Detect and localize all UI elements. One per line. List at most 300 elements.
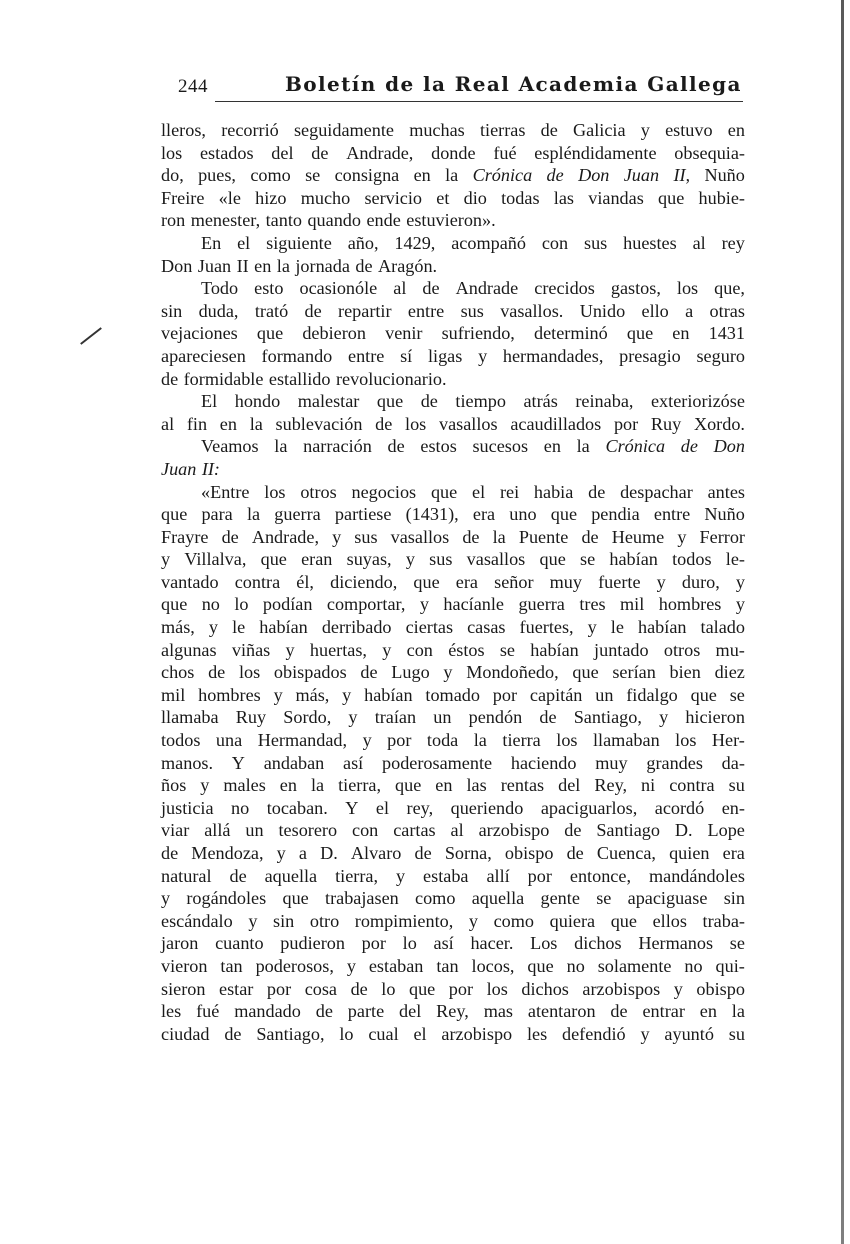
- word: y: [405, 549, 415, 570]
- word: talado: [700, 617, 745, 638]
- word: de: [229, 865, 247, 886]
- text-line: [161, 1023, 745, 1046]
- word: despachar: [620, 481, 693, 502]
- word: apareciesen: [161, 345, 246, 366]
- word: Rey,: [594, 775, 628, 796]
- word: entrar: [642, 1001, 685, 1022]
- word: en: [727, 120, 745, 140]
- word: revolucionario.: [335, 368, 447, 389]
- word: todas: [501, 187, 540, 208]
- word: escándalo: [161, 910, 233, 931]
- word: venir: [385, 323, 423, 344]
- word: «le: [218, 187, 241, 208]
- word: menester,: [190, 210, 261, 231]
- word: por: [613, 413, 639, 434]
- word: que: [282, 888, 309, 909]
- word: cartas: [393, 820, 436, 841]
- word: Freire: [161, 187, 205, 208]
- word: por: [361, 933, 386, 954]
- word: su: [728, 1023, 745, 1044]
- word: habían: [364, 684, 413, 705]
- word: aquella: [264, 865, 318, 886]
- word: un: [245, 820, 264, 841]
- word: de: [581, 526, 599, 547]
- text-line: [161, 322, 745, 345]
- word: no: [566, 955, 585, 976]
- word: mil: [620, 594, 645, 615]
- word: grandes: [646, 752, 703, 773]
- word: que: [161, 594, 188, 615]
- word: huestes: [623, 232, 677, 253]
- word: los: [676, 278, 699, 299]
- word: que: [430, 481, 458, 502]
- word: quien: [669, 843, 710, 863]
- word: que: [395, 775, 422, 796]
- word: partiese: [334, 504, 392, 525]
- word: Crónica: [472, 165, 533, 186]
- word: la: [246, 504, 261, 525]
- word: de: [355, 255, 373, 276]
- word: lo: [339, 1023, 354, 1044]
- word: toda: [426, 730, 459, 751]
- text-line: [161, 345, 745, 368]
- word: Galicia: [573, 120, 626, 140]
- word: hizo: [255, 187, 287, 208]
- word: entonce,: [569, 865, 631, 886]
- word: mas: [483, 1001, 513, 1022]
- word: Ferror: [699, 526, 745, 547]
- word: de: [680, 436, 698, 457]
- word: con: [541, 232, 569, 253]
- word: muchas: [409, 120, 465, 140]
- word: y: [273, 684, 283, 705]
- text-line: [161, 526, 745, 549]
- word: estados: [199, 142, 254, 163]
- word: justicia: [161, 797, 214, 818]
- word: viandas: [588, 187, 644, 208]
- text-line: [161, 842, 745, 865]
- word: fidalgo: [626, 684, 678, 705]
- word: que: [610, 910, 637, 931]
- word: pudieron: [280, 933, 345, 954]
- word: Don: [578, 165, 610, 186]
- word: habían: [638, 617, 687, 638]
- word: un: [595, 684, 614, 705]
- word: 1429,: [394, 232, 436, 253]
- word: lleros,: [161, 120, 206, 140]
- word: malestar: [297, 391, 360, 412]
- word: que: [527, 955, 554, 976]
- word: del: [399, 1001, 422, 1022]
- word: huertas,: [309, 639, 367, 660]
- word: y: [587, 617, 597, 638]
- word: estallido: [268, 368, 331, 389]
- word: ayuntó: [664, 1023, 714, 1044]
- word: los: [405, 413, 427, 434]
- word: arzobispo: [441, 1023, 513, 1044]
- word: tan: [220, 955, 243, 976]
- word: y: [659, 707, 669, 728]
- word: habían: [609, 549, 658, 570]
- word: allí: [486, 865, 510, 886]
- word: y: [332, 526, 342, 547]
- word: entre: [653, 504, 691, 525]
- word: mil: [161, 684, 186, 705]
- text-line: [161, 706, 745, 729]
- word: otro: [309, 910, 340, 931]
- word: por: [266, 978, 292, 999]
- word: haciendo: [510, 752, 577, 773]
- word: se: [305, 165, 321, 186]
- word: rompimiento,: [354, 910, 454, 931]
- header-rule: [215, 101, 743, 102]
- word: los: [675, 730, 697, 751]
- word: Juan: [623, 165, 660, 186]
- word: y: [419, 594, 429, 615]
- word: se: [499, 639, 515, 660]
- word: vasallos: [438, 413, 498, 434]
- word: apaciguase: [627, 888, 708, 909]
- text-line: [161, 390, 745, 413]
- word: formando: [261, 345, 333, 366]
- word: el: [413, 1023, 427, 1044]
- word: sin: [273, 910, 295, 931]
- word: espléndidamente: [534, 142, 657, 163]
- word: al: [692, 232, 706, 253]
- word: acompañó: [451, 232, 526, 253]
- word: los: [238, 662, 261, 683]
- word: jaron: [161, 933, 199, 954]
- word: al: [393, 278, 407, 299]
- word: que: [690, 684, 717, 705]
- word: uno: [509, 504, 537, 525]
- word: parte: [347, 1001, 385, 1022]
- word: y: [656, 571, 666, 592]
- word: por: [527, 865, 552, 886]
- word: sublevación: [275, 413, 363, 434]
- word: Hermanos: [638, 933, 714, 954]
- word: y: [382, 639, 392, 660]
- word: era: [472, 504, 496, 525]
- word: que,: [714, 278, 745, 299]
- word: negocios: [351, 481, 417, 502]
- word: se: [596, 888, 612, 909]
- word: Y: [345, 797, 359, 818]
- word: cuanto: [215, 933, 264, 954]
- text-line: [161, 232, 745, 255]
- word: poderosos,: [255, 955, 334, 976]
- word: como: [250, 165, 291, 186]
- word: viñas: [231, 639, 271, 660]
- word: de: [540, 120, 558, 140]
- word: quiera: [549, 910, 596, 931]
- word: de: [315, 1001, 333, 1022]
- word: de: [566, 843, 584, 863]
- word: Andrade,: [251, 526, 319, 547]
- text-line: [161, 277, 745, 300]
- word: que: [658, 187, 685, 208]
- word: obsequia-: [674, 142, 745, 163]
- word: rentas: [500, 775, 545, 796]
- word: Juan: [197, 255, 232, 276]
- word: Cuenca,: [596, 843, 656, 863]
- word: bien: [669, 662, 701, 683]
- word: entre: [407, 300, 445, 321]
- text-line: [161, 571, 745, 594]
- word: de: [588, 481, 606, 502]
- word: y: [200, 775, 210, 796]
- page-number: 244: [178, 76, 208, 97]
- word: Juan: [161, 458, 197, 479]
- word: poderosamente: [382, 752, 493, 773]
- word: Ruy: [235, 707, 267, 728]
- word: traba-: [702, 910, 745, 931]
- word: de: [564, 820, 582, 841]
- word: Nuño: [704, 165, 745, 186]
- word: el: [237, 232, 251, 253]
- word: hondo: [234, 391, 281, 412]
- word: gastos,: [610, 278, 661, 299]
- word: y: [342, 684, 352, 705]
- text-line: [161, 1000, 745, 1023]
- word: del: [558, 775, 581, 796]
- word: sí: [400, 345, 413, 366]
- word: otros: [663, 639, 701, 660]
- word: chos: [161, 662, 195, 683]
- word: como: [493, 910, 535, 931]
- word: ños: [161, 775, 187, 796]
- word: y: [346, 955, 356, 976]
- word: dichos: [521, 978, 569, 999]
- word: ni: [641, 775, 656, 796]
- word: guerra: [518, 594, 565, 615]
- word: éstos: [448, 639, 485, 660]
- word: estar: [219, 978, 254, 999]
- word: que: [260, 549, 287, 570]
- word: de: [610, 1001, 628, 1022]
- word: les: [526, 1023, 548, 1044]
- word: Santiago: [596, 820, 660, 841]
- word: Lope: [707, 820, 745, 841]
- word: mandado: [234, 1001, 301, 1022]
- word: y: [276, 843, 286, 863]
- word: los: [264, 481, 286, 502]
- word: atrás: [523, 391, 558, 412]
- word: de: [350, 978, 368, 999]
- word: dichos: [574, 933, 622, 954]
- word: en: [699, 1001, 717, 1022]
- word: ello: [641, 300, 669, 321]
- word: entre: [348, 345, 385, 366]
- word: allá: [204, 820, 231, 841]
- word: Unido: [579, 300, 626, 321]
- word: Hermandad,: [257, 730, 348, 751]
- word: por: [492, 684, 518, 705]
- word: vieron: [161, 955, 208, 976]
- text-line: [161, 639, 745, 662]
- text-line: [161, 887, 745, 910]
- word: Andrade,: [346, 142, 414, 163]
- word: ciertas: [405, 617, 454, 638]
- word: lo: [234, 594, 249, 615]
- word: más,: [161, 617, 195, 638]
- word: por: [448, 978, 474, 999]
- text-line: [161, 865, 745, 888]
- word: Villalva,: [184, 549, 247, 570]
- word: era: [455, 571, 478, 592]
- word: de: [546, 165, 564, 186]
- word: a: [685, 300, 694, 321]
- word: otros: [300, 481, 337, 502]
- word: hicieron: [685, 707, 745, 728]
- word: rey: [721, 232, 745, 253]
- word: tierras: [479, 120, 526, 140]
- text-line: [161, 774, 745, 797]
- word: queriendo: [450, 797, 524, 818]
- word: atentaron: [527, 1001, 596, 1022]
- word: para: [201, 504, 233, 525]
- text-line: [161, 435, 745, 458]
- word: con: [406, 639, 433, 660]
- word: Mondoñedo,: [466, 662, 559, 683]
- word: la: [274, 436, 288, 457]
- word: sieron: [161, 978, 206, 999]
- text-line: [161, 548, 745, 571]
- word: Frayre: [161, 526, 209, 547]
- text-line: [161, 368, 745, 391]
- word: qui-: [715, 955, 745, 976]
- word: el: [472, 481, 486, 502]
- text-line: [161, 209, 745, 232]
- word: que: [256, 323, 284, 344]
- word: estaba: [423, 865, 469, 886]
- word: pendia: [591, 504, 640, 525]
- word: estaban: [368, 955, 424, 976]
- word: Los: [530, 933, 558, 954]
- word: su: [728, 775, 745, 796]
- word: en: [279, 775, 297, 796]
- word: Heume: [611, 526, 665, 547]
- word: reinaba,: [575, 391, 634, 412]
- word: pendón: [468, 707, 523, 728]
- word: ron: [161, 210, 186, 231]
- word: cosa: [304, 978, 338, 999]
- word: de: [420, 391, 438, 412]
- word: Todo: [201, 278, 239, 299]
- word: la: [310, 775, 325, 796]
- word: vantado: [161, 571, 219, 592]
- word: Her-: [711, 730, 745, 751]
- word: él,: [296, 571, 314, 592]
- word: era: [722, 843, 745, 863]
- word: año,: [347, 232, 379, 253]
- text-line: [161, 593, 745, 616]
- word: andaban: [263, 752, 325, 773]
- word: pues,: [198, 165, 236, 186]
- word: duro,: [681, 571, 720, 592]
- word: los: [486, 978, 508, 999]
- word: Mendoza,: [191, 843, 264, 863]
- word: de: [161, 843, 179, 863]
- text-line: [161, 142, 745, 165]
- word: comportar,: [326, 594, 406, 615]
- word: rey,: [406, 797, 434, 818]
- word: estos: [420, 436, 457, 457]
- word: Puente: [518, 526, 569, 547]
- word: obispo: [696, 978, 745, 999]
- word: D.: [320, 843, 338, 863]
- word: (1431),: [405, 504, 459, 525]
- word: no: [231, 797, 250, 818]
- word: Don: [161, 255, 193, 276]
- word: sin: [161, 300, 183, 321]
- word: por: [387, 730, 412, 751]
- word: quando: [307, 210, 361, 231]
- word: En: [201, 232, 222, 253]
- text-line: [161, 819, 745, 842]
- word: y: [478, 345, 488, 366]
- word: y: [673, 978, 683, 999]
- word: y: [640, 1023, 650, 1044]
- word: más,: [295, 684, 330, 705]
- word: y: [248, 910, 258, 931]
- word: D.: [674, 820, 693, 841]
- word: la: [445, 165, 459, 186]
- word: el: [375, 797, 390, 818]
- word: eran: [301, 549, 333, 570]
- word: casas: [467, 617, 506, 638]
- word: consigna: [334, 165, 400, 186]
- word: un: [433, 707, 452, 728]
- word: arzobispo: [478, 820, 550, 841]
- word: siguiente: [266, 232, 332, 253]
- word: rogándoles: [186, 888, 267, 909]
- word: antes: [707, 481, 745, 502]
- word: contra: [234, 571, 281, 592]
- word: solamente: [597, 955, 672, 976]
- text-line: [161, 797, 745, 820]
- word: se: [729, 933, 745, 954]
- word: tierra: [502, 730, 541, 751]
- word: habia: [533, 481, 574, 502]
- word: habían: [530, 639, 579, 660]
- text-line: [161, 458, 745, 481]
- word: le: [232, 617, 246, 638]
- word: ciudad: [161, 1023, 210, 1044]
- word: obispados: [273, 662, 347, 683]
- text-line: [161, 729, 745, 752]
- word: repartir: [338, 300, 392, 321]
- word: recorrió: [221, 120, 279, 140]
- word: tierra,: [335, 865, 379, 886]
- word: las: [553, 187, 574, 208]
- word: Lugo: [391, 662, 430, 683]
- word: podían: [262, 594, 313, 615]
- word: guerra: [274, 504, 321, 525]
- text-line: [161, 932, 745, 955]
- word: de: [422, 278, 440, 299]
- word: sucesos: [472, 436, 529, 457]
- word: que: [550, 504, 578, 525]
- word: Santiago,: [256, 1023, 325, 1044]
- word: todos: [672, 549, 712, 570]
- word: Veamos: [201, 436, 259, 457]
- word: en: [413, 165, 431, 186]
- word: Crónica: [605, 436, 666, 457]
- margin-pencil-mark: [80, 327, 102, 345]
- word: de: [462, 526, 480, 547]
- word: al: [161, 413, 175, 434]
